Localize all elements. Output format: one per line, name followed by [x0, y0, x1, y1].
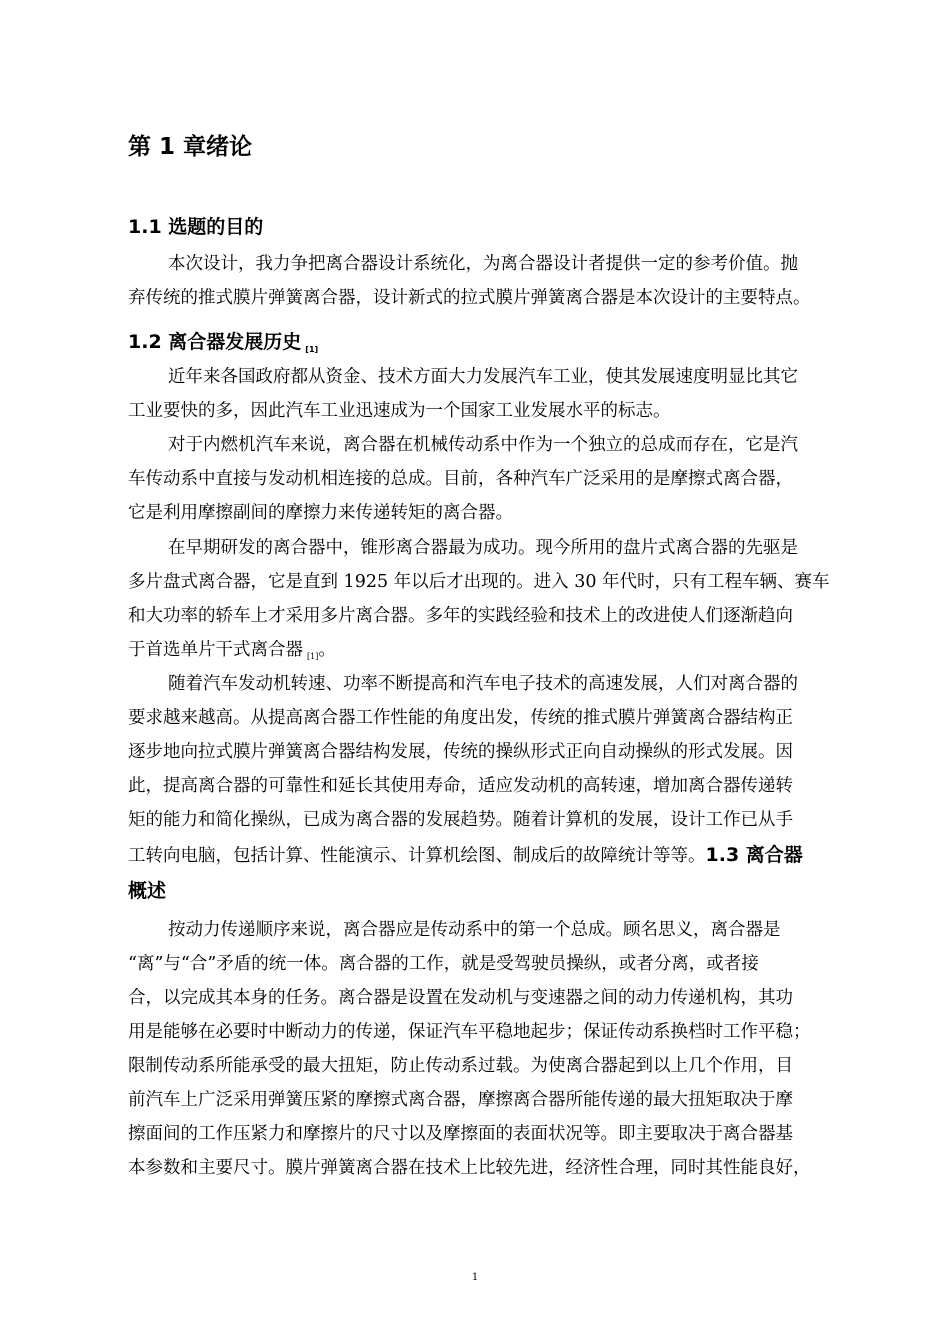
section-1-2-title: [128, 327, 318, 354]
paragraph-line: 多片盘式离合器，它是直到 1925 年以后才出现的。进入 30 年代时，只有工程车辆、赛车: [128, 572, 830, 592]
paragraph-line: 限制传动系所能承受的最大扭矩，防止传动系过载。为使离合器起到以上几个作用，目: [128, 1056, 793, 1076]
paragraph-line: 车传动系中直接与发动机相连接的总成。目前，各种汽车广泛采用的是摩擦式离合器，: [128, 469, 793, 489]
paragraph-line: 本次设计，我力争把离合器设计系统化，为离合器设计者提供一定的参考价值。抛: [168, 254, 798, 274]
section-1-3-title: 1.3 离合器: [705, 844, 803, 866]
paragraph-line: 矩的能力和简化操纵，已成为离合器的发展趋势。随着计算机的发展，设计工作已从手: [128, 810, 793, 830]
paragraph-line: [128, 843, 868, 868]
paragraph-line: [128, 638, 868, 669]
paragraph-line: 要求越来越高。从提高离合器工作性能的角度出发，传统的推式膜片弹簧离合器结构正: [128, 708, 793, 728]
paragraph-line: 随着汽车发动机转速、功率不断提高和汽车电子技术的高速发展，人们对离合器的: [168, 674, 798, 694]
citation-ref: [1]: [307, 652, 319, 661]
paragraph-line: 按动力传递顺序来说，离合器应是传动系中的第一个总成。顾名思义，离合器是: [168, 920, 781, 940]
section-1-3-title-cont: 概述: [128, 880, 167, 902]
section-1-2-label: 1.2 离合器发展历史: [128, 331, 302, 353]
chapter-title: 第 1 章绪论: [128, 134, 253, 160]
paragraph-line: 擦面间的工作压紧力和摩擦片的尺寸以及摩擦面的表面状况等。即主要取决于离合器基: [128, 1124, 793, 1144]
line-text: 。: [318, 640, 336, 660]
section-1-1-title: 1.1 选题的目的: [128, 216, 264, 238]
page-number: 1: [471, 1272, 479, 1283]
paragraph-line: 和大功率的轿车上才采用多片离合器。多年的实践经验和技术上的改进使人们逐渐趋向: [128, 606, 793, 626]
paragraph-line: 对于内燃机汽车来说，离合器在机械传动系中作为一个独立的总成而存在，它是汽: [168, 435, 798, 455]
paragraph-line: 近年来各国政府都从资金、技术方面大力发展汽车工业，使其发展速度明显比其它: [168, 367, 798, 387]
paragraph-line: 用是能够在必要时中断动力的传递，保证汽车平稳地起步；保证传动系换档时工作平稳；: [128, 1022, 811, 1042]
paragraph-line: 逐步地向拉式膜片弹簧离合器结构发展，传统的操纵形式正向自动操纵的形式发展。因: [128, 742, 793, 762]
line-text: 于首选单片干式离合器: [128, 640, 303, 660]
paragraph-line: 弃传统的推式膜片弹簧离合器，设计新式的拉式膜片弹簧离合器是本次设计的主要特点。: [128, 288, 811, 308]
paragraph-line: 此，提高离合器的可靠性和延长其使用寿命，适应发动机的高转速，增加离合器传递转: [128, 776, 793, 796]
paragraph-line: 前汽车上广泛采用弹簧压紧的摩擦式离合器，摩擦离合器所能传递的最大扭矩取决于摩: [128, 1090, 793, 1110]
paragraph-line: 它是利用摩擦副间的摩擦力来传递转矩的离合器。: [128, 503, 513, 523]
paragraph-line: 合，以完成其本身的任务。离合器是设置在发动机与变速器之间的动力传递机构，其功: [128, 988, 793, 1008]
paragraph-line: 在早期研发的离合器中，锥形离合器最为成功。现今所用的盘片式离合器的先驱是: [168, 538, 798, 558]
paragraph-line: “离”与“合”矛盾的统一体。离合器的工作，就是受驾驶员操纵，或者分离，或者接: [128, 954, 759, 974]
citation-ref: [1]: [305, 345, 319, 354]
paragraph-line: 本参数和主要尺寸。膜片弹簧离合器在技术上比较先进，经济性合理，同时其性能良好，: [128, 1158, 811, 1178]
paragraph-line: 工业要快的多，因此汽车工业迅速成为一个国家工业发展水平的标志。: [128, 401, 671, 421]
line-text: 工转向电脑，包括计算、性能演示、计算机绘图、制成后的故障统计等等。: [128, 846, 706, 866]
